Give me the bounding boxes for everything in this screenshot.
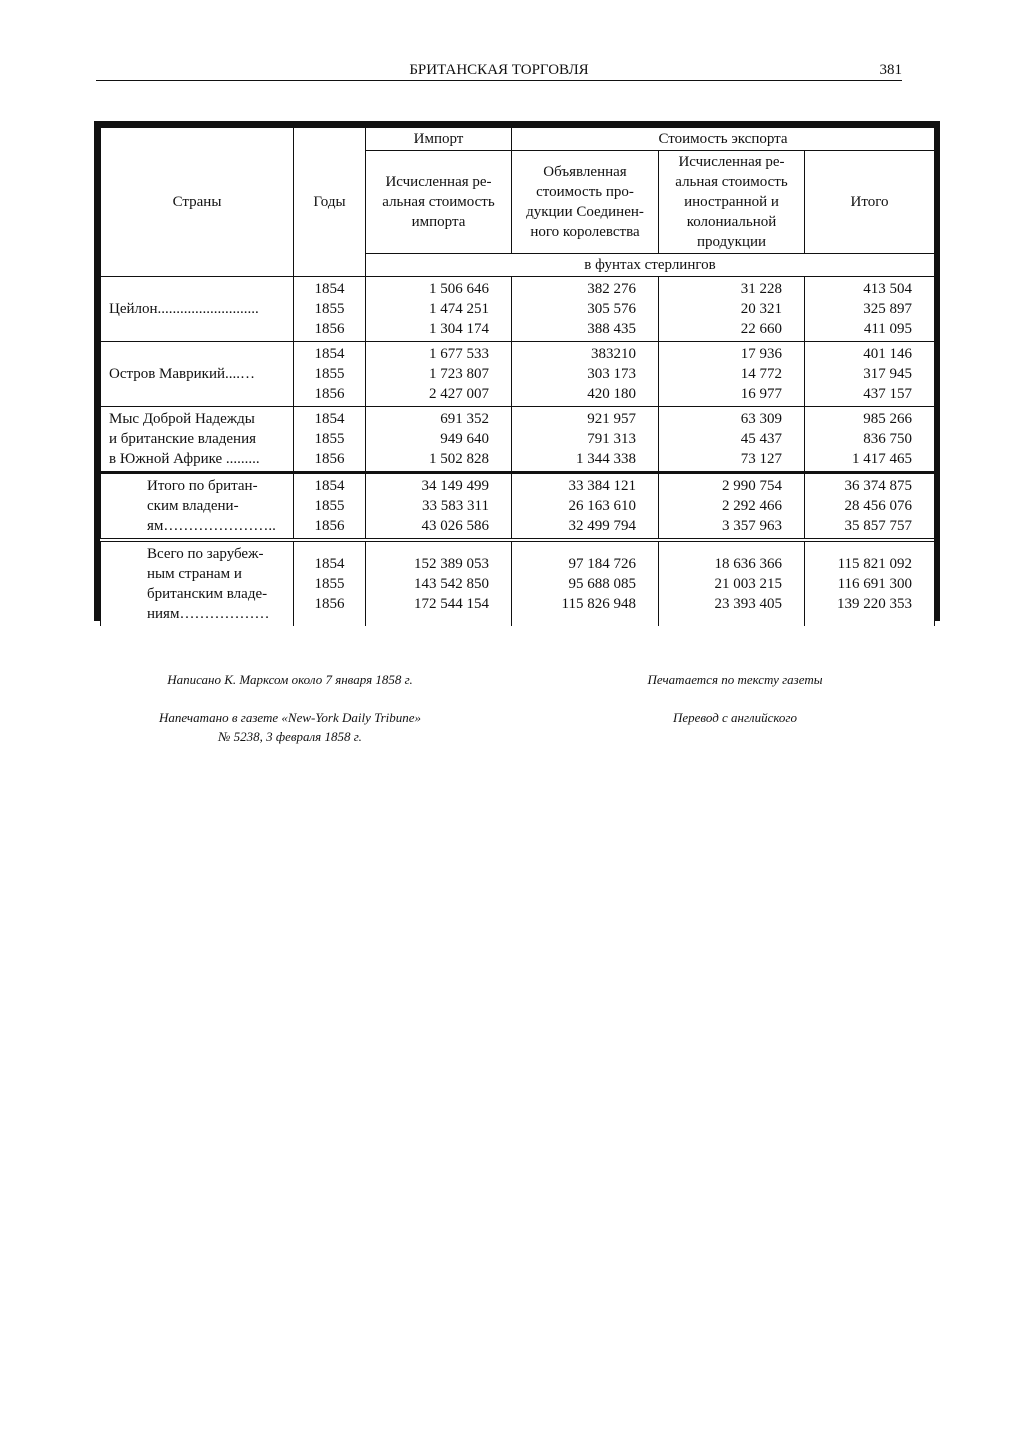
year-cell: [294, 407, 366, 473]
import-cell: [366, 473, 512, 541]
table-body: [101, 277, 935, 627]
year-value: 1854: [314, 556, 345, 572]
total-value: 317 945: [863, 366, 913, 382]
import-value: 1 304 174: [429, 321, 489, 337]
foreign-value: 45 437: [740, 431, 782, 447]
country-line: британским владе-: [147, 586, 268, 602]
import-value: 949 640: [440, 431, 489, 447]
total-cell: [805, 473, 935, 541]
country-cell: [101, 342, 294, 407]
total-cell: [805, 407, 935, 473]
country-cell: [101, 277, 294, 342]
total-value: 116 691 300: [837, 576, 913, 592]
year-value: 1856: [314, 321, 345, 337]
country-cell: [101, 473, 294, 541]
foreign-value: 2 292 466: [722, 498, 782, 514]
declared-value: 97 184 726: [568, 556, 636, 572]
foreign-value: 21 003 215: [714, 576, 782, 592]
total-cell: [805, 342, 935, 407]
declared-value: 305 576: [587, 301, 636, 317]
year-value: 1854: [314, 478, 345, 494]
country-line: ским владени-: [147, 498, 239, 514]
declared-cell: [512, 407, 659, 473]
foreign-value: 20 321: [740, 301, 782, 317]
import-value: 34 149 499: [421, 478, 489, 494]
import-value: 152 389 053: [414, 556, 489, 572]
year-value: 1855: [314, 431, 345, 447]
table-row: [101, 407, 935, 473]
year-value: 1856: [314, 386, 345, 402]
import-value: 1 723 807: [429, 366, 489, 382]
year-value: 1855: [314, 498, 345, 514]
foreign-cell: [659, 277, 805, 342]
total-value: 413 504: [863, 281, 913, 297]
foreign-value: 16 977: [740, 386, 782, 402]
import-value: 43 026 586: [421, 518, 489, 534]
header-export-total: Итого: [805, 150, 935, 254]
unit-note: в фунтах стерлингов: [366, 254, 935, 277]
declared-value: 382 276: [587, 281, 636, 297]
year-value: 1856: [314, 518, 345, 534]
country-line: ным странам и: [147, 566, 242, 582]
total-value: 1 417 465: [852, 451, 913, 467]
total-value: 401 146: [863, 346, 913, 362]
declared-cell: [512, 342, 659, 407]
total-value: 139 220 353: [837, 596, 913, 612]
year-cell: [294, 540, 366, 626]
import-value: 143 542 850: [414, 576, 489, 592]
declared-value: 383210: [591, 346, 636, 362]
header-import-group: Импорт: [366, 128, 512, 151]
import-value: 1 506 646: [429, 281, 489, 297]
total-value: 325 897: [863, 301, 913, 317]
country-line: и британские владения: [109, 431, 257, 447]
country-line: Всего по зарубеж-: [147, 546, 264, 562]
year-value: 1854: [314, 281, 345, 297]
foreign-value: 18 636 366: [714, 556, 782, 572]
foreign-value: 31 228: [740, 281, 782, 297]
year-value: 1856: [314, 596, 345, 612]
year-value: 1855: [314, 576, 345, 592]
country-cell: [101, 540, 294, 626]
source-note: Печатается по тексту газеты: [647, 672, 823, 687]
total-value: 35 857 757: [844, 518, 913, 534]
declared-value: 388 435: [587, 321, 636, 337]
translation-note: Перевод с английского: [672, 710, 798, 725]
country-line: Цейлон...........................: [109, 301, 259, 317]
total-value: 411 095: [863, 321, 913, 337]
declared-value: 26 163 610: [568, 498, 636, 514]
declared-cell: [512, 277, 659, 342]
total-value: 115 821 092: [837, 556, 913, 572]
foreign-value: 73 127: [740, 451, 782, 467]
total-cell: [805, 277, 935, 342]
import-cell: [366, 342, 512, 407]
year-value: 1855: [314, 301, 345, 317]
foreign-value: 22 660: [740, 321, 782, 337]
foreign-cell: [659, 540, 805, 626]
import-value: 33 583 311: [422, 498, 489, 514]
foreign-value: 63 309: [740, 411, 782, 427]
import-value: 1 474 251: [429, 301, 489, 317]
foreign-value: 17 936: [740, 346, 782, 362]
foreign-cell: [659, 342, 805, 407]
trade-table: [100, 127, 935, 626]
declared-value: 791 313: [587, 431, 636, 447]
country-line: ям…………………..: [147, 518, 276, 534]
foreign-cell: [659, 407, 805, 473]
total-value: 28 456 076: [844, 498, 913, 514]
running-head: [96, 60, 902, 81]
total-cell: [805, 540, 935, 626]
import-value: 2 427 007: [429, 386, 489, 402]
country-line: в Южной Африке .........: [109, 451, 260, 467]
foreign-value: 3 357 963: [722, 518, 782, 534]
country-line: ниям………………: [147, 606, 270, 622]
header-country: Страны: [101, 128, 294, 277]
header-foreign-value: Исчисленная ре-альная стоимость иностранной и колониальной продукции: [659, 150, 805, 254]
year-value: 1854: [314, 411, 345, 427]
running-title: БРИТАНСКАЯ ТОРГОВЛЯ: [409, 62, 589, 78]
import-value: 1 502 828: [429, 451, 489, 467]
written-note: Написано К. Марксом около 7 января 1858 г.: [167, 672, 413, 687]
header-export-group: Стоимость экспорта: [512, 128, 935, 151]
declared-value: 115 826 948: [561, 596, 636, 612]
printed-note-line: № 5238, 3 февраля 1858 г.: [218, 729, 362, 744]
total-value: 437 157: [863, 386, 913, 402]
foreign-value: 14 772: [740, 366, 782, 382]
table-row: [101, 540, 935, 626]
table-row: [101, 473, 935, 541]
year-cell: [294, 342, 366, 407]
declared-value: 33 384 121: [568, 478, 636, 494]
declared-value: 303 173: [587, 366, 636, 382]
foreign-cell: [659, 473, 805, 541]
header-declared-value: Объявленная стоимость про-дукции Соединен-ного королевства: [512, 150, 659, 254]
declared-value: 420 180: [587, 386, 636, 402]
country-cell: [101, 407, 294, 473]
country-line: Мыс Доброй Надежды: [109, 411, 255, 427]
import-cell: [366, 407, 512, 473]
declared-value: 32 499 794: [568, 518, 636, 534]
declared-cell: [512, 473, 659, 541]
trade-table-frame: [94, 121, 940, 621]
header-import-value: Исчисленная ре-альная стоимость импорта: [366, 150, 512, 254]
declared-value: 95 688 085: [568, 576, 636, 592]
country-line: Итого по британ-: [147, 478, 258, 494]
total-value: 36 374 875: [844, 478, 913, 494]
import-value: 691 352: [440, 411, 489, 427]
total-value: 985 266: [863, 411, 913, 427]
printed-note: [100, 708, 480, 746]
table-row: [101, 277, 935, 342]
declared-cell: [512, 540, 659, 626]
year-cell: [294, 277, 366, 342]
year-cell: [294, 473, 366, 541]
foreign-value: 23 393 405: [714, 596, 782, 612]
table-row: [101, 342, 935, 407]
import-cell: [366, 277, 512, 342]
import-value: 1 677 533: [429, 346, 489, 362]
country-line: Остров Маврикий....…: [109, 366, 256, 382]
header-year: Годы: [294, 128, 366, 277]
import-cell: [366, 540, 512, 626]
foreign-value: 2 990 754: [722, 478, 782, 494]
year-value: 1856: [314, 451, 345, 467]
total-value: 836 750: [863, 431, 913, 447]
import-value: 172 544 154: [414, 596, 489, 612]
year-value: 1855: [314, 366, 345, 382]
printed-note-line: Напечатано в газете «New-York Daily Tribune»: [158, 710, 422, 725]
declared-value: 921 957: [587, 411, 636, 427]
page-number: 381: [879, 62, 902, 78]
year-value: 1854: [314, 346, 345, 362]
declared-value: 1 344 338: [576, 451, 636, 467]
